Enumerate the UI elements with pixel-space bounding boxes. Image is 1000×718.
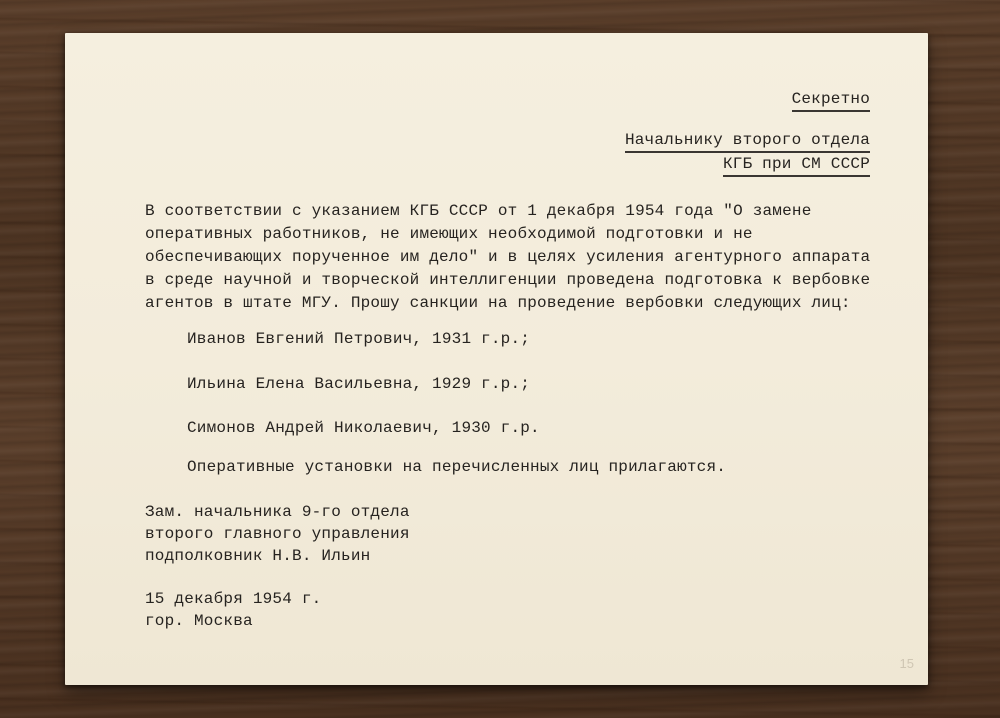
addressee-line-2: КГБ при СМ СССР <box>723 154 870 177</box>
signature-line: второго главного управления <box>145 525 410 543</box>
page-number: 15 <box>899 656 914 671</box>
paragraph-line: в среде научной и творческой интеллигенции проведена подготовка к вербовке <box>145 271 871 289</box>
paragraph-line: агентов в штате МГУ. Прошу санкции на проведение вербовки следующих лиц: <box>145 294 851 312</box>
person-entry: Иванов Евгений Петрович, 1931 г.р.; <box>187 330 531 348</box>
attachment-note: Оперативные установки на перечисленных лиц прилагаются. <box>187 458 727 476</box>
document-sheet <box>65 33 928 685</box>
person-entry: Ильина Елена Васильевна, 1929 г.р.; <box>187 375 531 393</box>
classification-stamp: Секретно <box>792 89 870 112</box>
person-entry: Симонов Андрей Николаевич, 1930 г.р. <box>187 419 540 437</box>
document-date: 15 декабря 1954 г. <box>145 590 322 608</box>
paragraph-line: В соответствии с указанием КГБ СССР от 1 декабря 1954 года "О замене <box>145 202 812 220</box>
signature-line: подполковник Н.В. Ильин <box>145 547 371 565</box>
document-place: гор. Москва <box>145 612 253 630</box>
signature-line: Зам. начальника 9-го отдела <box>145 503 410 521</box>
addressee-line-1: Начальнику второго отдела <box>625 130 870 153</box>
paragraph-line: обеспечивающих порученное им дело" и в целях усиления агентурного аппарата <box>145 248 871 266</box>
paragraph-line: оперативных работников, не имеющих необходимой подготовки и не <box>145 225 753 243</box>
